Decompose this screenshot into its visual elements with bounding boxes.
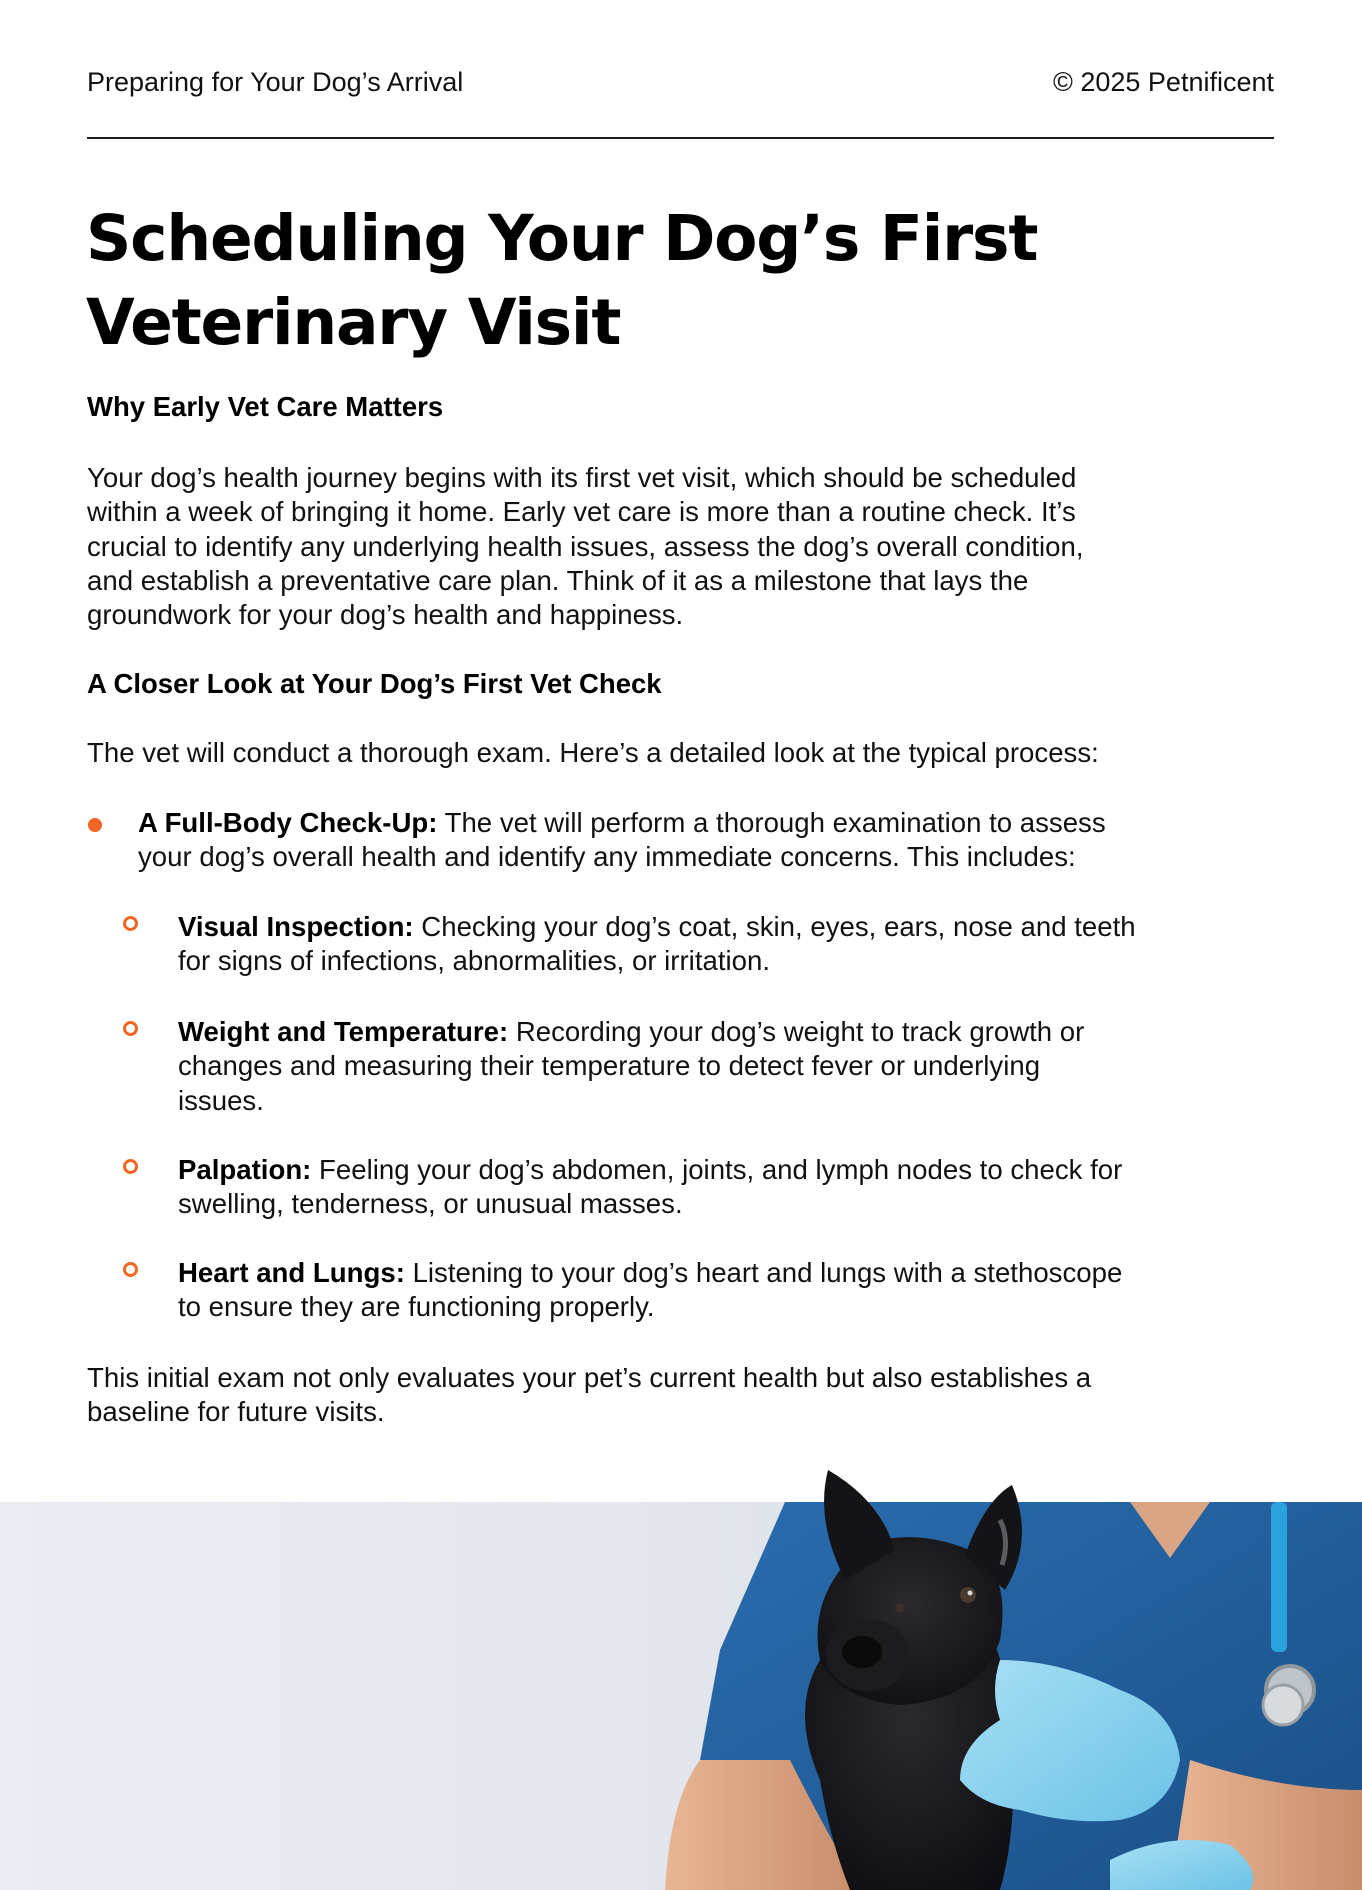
- hollow-circle-icon: [123, 1262, 138, 1277]
- section-heading-early-care: Why Early Vet Care Matters: [87, 391, 444, 422]
- sub-item-label: Heart and Lungs:: [178, 1257, 405, 1288]
- puppy-eye: [960, 1587, 976, 1603]
- sub-item-text: issues.: [178, 1084, 264, 1116]
- list-item-first-line: [138, 806, 1106, 840]
- section-heading-first-vet-check: A Closer Look at Your Dog’s First Vet Check: [87, 668, 662, 699]
- paragraph-line: within a week of bringing it home. Early vet care is more than a routine check. It’s: [87, 496, 1076, 528]
- running-title: Preparing for Your Dog’s Arrival: [87, 67, 464, 97]
- hollow-circle-icon: [123, 1021, 138, 1036]
- list-item-label: A Full-Body Check-Up:: [138, 807, 438, 838]
- paragraph-line: Your dog’s health journey begins with its first vet visit, which should be scheduled: [87, 462, 1077, 493]
- hollow-circle-icon: [123, 1159, 138, 1174]
- process-intro: The vet will conduct a thorough exam. Here’s a detailed look at the typical process:: [87, 737, 1099, 768]
- sub-item-text: to ensure they are functioning properly.: [178, 1291, 655, 1323]
- sub-item-weight-temperature: [178, 1015, 1084, 1118]
- page-title-line: Veterinary Visit: [86, 286, 621, 359]
- paragraph-line: baseline for future visits.: [87, 1396, 385, 1428]
- header-divider: [87, 137, 1274, 139]
- sub-item-label: Weight and Temperature:: [178, 1016, 509, 1047]
- list-item-full-body-check: [138, 806, 1106, 875]
- sub-item-label: Palpation:: [178, 1154, 312, 1185]
- intro-paragraph: [87, 461, 1084, 632]
- sub-item-first-line: [178, 910, 1136, 944]
- filled-circle-icon: [88, 818, 102, 832]
- paragraph-line: and establish a preventative care plan. Think of it as a milestone that lays the: [87, 564, 1029, 596]
- paragraph-line: groundwork for your dog’s health and happiness.: [87, 599, 684, 631]
- page-title-line: Scheduling Your Dog’s First: [86, 202, 1038, 275]
- sub-item-text: Checking your dog’s coat, skin, eyes, ears, nose and teeth: [413, 911, 1136, 942]
- stethoscope-tube: [1271, 1502, 1287, 1652]
- list-item-text: The vet will perform a thorough examination to assess: [437, 807, 1106, 838]
- closing-paragraph: [87, 1361, 1091, 1430]
- paragraph-line: This initial exam not only evaluates your pet’s current health but also establishes a: [87, 1362, 1092, 1393]
- sub-item-first-line: [178, 1256, 1122, 1290]
- sub-item-text: changes and measuring their temperature to detect fever or underlying: [178, 1050, 1041, 1082]
- sub-item-heart-lungs: [178, 1256, 1122, 1325]
- sub-item-first-line: [178, 1015, 1084, 1049]
- sub-item-text: Feeling your dog’s abdomen, joints, and lymph nodes to check for: [311, 1154, 1123, 1185]
- sub-item-visual-inspection: [178, 910, 1136, 979]
- sub-item-text: Recording your dog’s weight to track growth or: [508, 1016, 1085, 1047]
- sub-item-palpation: [178, 1153, 1122, 1222]
- sub-item-text: swelling, tenderness, or unusual masses.: [178, 1188, 683, 1220]
- sub-item-text: Listening to your dog’s heart and lungs with a stethoscope: [404, 1257, 1123, 1288]
- sub-item-first-line: [178, 1153, 1122, 1187]
- paragraph-line: crucial to identify any underlying health issues, assess the dog’s overall condition,: [87, 530, 1084, 562]
- sub-item-label: Visual Inspection:: [178, 911, 414, 942]
- vet-holding-puppy-photo: [0, 1460, 1362, 1890]
- list-item-text: your dog’s overall health and identify any immediate concerns. This includes:: [138, 841, 1076, 873]
- hollow-circle-icon: [123, 916, 138, 931]
- sub-item-text: for signs of infections, abnormalities, or irritation.: [178, 945, 770, 977]
- page-title: [86, 197, 1037, 365]
- copyright-notice: © 2025 Petnificent: [1052, 67, 1274, 97]
- puppy-nose: [842, 1636, 882, 1668]
